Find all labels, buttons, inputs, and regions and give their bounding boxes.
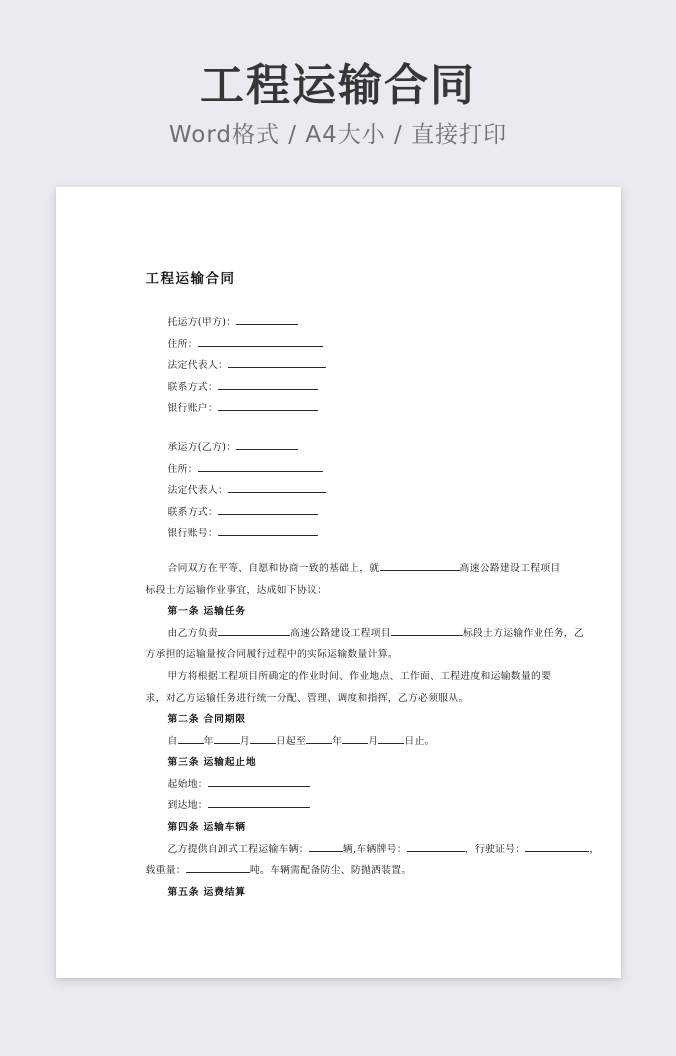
text-segment: 银行账户：: [167, 403, 218, 415]
page-header: [0, 0, 676, 149]
text-segment: 求，对乙方运输任务进行统一分配、管理、调度和指挥，乙方必须服从。: [145, 692, 469, 704]
text-segment: 年: [332, 735, 343, 747]
text-segment: 乙方提供自卸式工程运输车辆：: [167, 843, 309, 855]
text-segment: 月: [239, 735, 250, 747]
fill-in-blank-underline: [208, 785, 310, 787]
article-heading: [146, 882, 565, 904]
fill-in-blank-underline: [236, 323, 298, 325]
text-segment: 法定代表人：: [167, 485, 229, 497]
text-segment: 住所：: [167, 338, 198, 350]
text-segment: 吨。车辆需配备防尘、防抛洒装置。: [249, 865, 412, 877]
text-segment: 法定代表人：: [167, 360, 229, 372]
text-segment: 辆,车辆牌号：: [342, 843, 407, 855]
page-title: 工程运输合同: [200, 60, 476, 111]
text-segment: 联系方式：: [167, 381, 218, 393]
fill-in-blank-underline: [306, 742, 332, 744]
document-line: [146, 731, 565, 753]
page-subtitle: Word格式 / A4大小 / 直接打印: [168, 122, 508, 148]
article-heading: [146, 817, 565, 839]
document-line: [146, 839, 600, 861]
document-line: [146, 312, 565, 334]
document-line: [146, 502, 565, 524]
document-line: [146, 580, 565, 602]
document-title: 工程运输合同: [145, 271, 236, 287]
text-segment: 第三条 运输起止地: [167, 757, 257, 769]
fill-in-blank-underline: [228, 491, 326, 493]
text-segment: 起始地：: [167, 778, 208, 790]
document-line: [146, 398, 565, 420]
fill-in-blank-underline: [186, 871, 250, 873]
text-segment: 自: [167, 735, 178, 747]
document-line: [146, 644, 565, 666]
document-line: [146, 623, 585, 645]
fill-in-blank-underline: [218, 513, 318, 515]
article-heading: [146, 709, 565, 731]
text-segment: 第一条 运输任务: [167, 606, 246, 618]
text-segment: 银行账号：: [167, 528, 218, 540]
text-segment: ，行驶证号：: [464, 843, 526, 855]
fill-in-blank-underline: [378, 742, 404, 744]
text-segment: 载重量：: [145, 865, 186, 877]
fill-in-blank-underline: [218, 388, 318, 390]
fill-in-blank-underline: [218, 534, 318, 536]
article-heading: [146, 752, 565, 774]
document-line: [146, 334, 565, 356]
text-segment: 月: [368, 735, 379, 747]
fill-in-blank-underline: [250, 742, 276, 744]
fill-in-blank-underline: [228, 366, 326, 368]
document-line: [146, 774, 565, 796]
fill-in-blank-underline: [218, 634, 290, 636]
text-segment: 标段土方运输作业任务，乙: [462, 627, 585, 639]
text-segment: 高速公路建设工程项目: [289, 627, 391, 639]
fill-in-blank-underline: [525, 850, 589, 852]
text-segment: 第二条 合同期限: [167, 714, 246, 726]
text-segment: 由乙方负责: [167, 627, 218, 639]
document-line: [146, 558, 565, 580]
document-line: [146, 860, 565, 882]
text-segment: 标段土方运输作业事宜，达成如下协议：: [145, 584, 328, 596]
fill-in-blank-underline: [380, 569, 460, 571]
text-segment: 承运方(乙方)：: [167, 441, 237, 453]
text-segment: 日起至: [275, 735, 307, 747]
text-segment: 年: [203, 735, 214, 747]
text-segment: 联系方式：: [167, 506, 218, 518]
document-body: [145, 312, 600, 903]
article-heading: [146, 601, 565, 623]
fill-in-blank-underline: [214, 742, 240, 744]
text-segment: 日止。: [404, 735, 435, 747]
fill-in-blank-underline: [236, 448, 298, 450]
document-line: [146, 377, 565, 399]
text-segment: 高速公路建设工程项目: [459, 562, 561, 574]
text-segment: 第五条 运费结算: [167, 886, 246, 898]
document-page: [56, 187, 621, 978]
fill-in-blank-underline: [178, 742, 204, 744]
fill-in-blank-underline: [198, 470, 323, 472]
fill-in-blank-underline: [391, 634, 463, 636]
text-segment: 住所：: [167, 463, 198, 475]
fill-in-blank-underline: [218, 409, 318, 411]
fill-in-blank-underline: [198, 345, 323, 347]
document-line: [146, 688, 565, 710]
document-line: [146, 795, 565, 817]
document-line: [146, 480, 565, 502]
document-line: [146, 523, 565, 545]
text-segment: 合同双方在平等、自愿和协商一致的基础上，就: [167, 562, 380, 574]
text-segment: 方承担的运输量按合同履行过程中的实际运输数量计算。: [145, 649, 398, 661]
document-line: [146, 437, 565, 459]
text-segment: 到达地：: [167, 800, 208, 812]
document-line: [146, 459, 565, 481]
text-segment: 第四条 运输车辆: [167, 822, 246, 834]
document-line: [146, 666, 565, 688]
text-segment: ，: [589, 843, 600, 855]
text-segment: 托运方(甲方)：: [167, 317, 237, 328]
fill-in-blank-underline: [342, 742, 368, 744]
text-segment: 甲方将根据工程项目所确定的作业时间、作业地点、工作面、工程进度和运输数量的要: [167, 670, 552, 682]
document-line: [146, 355, 565, 377]
fill-in-blank-underline: [309, 850, 343, 852]
fill-in-blank-underline: [407, 850, 465, 852]
fill-in-blank-underline: [208, 806, 310, 808]
